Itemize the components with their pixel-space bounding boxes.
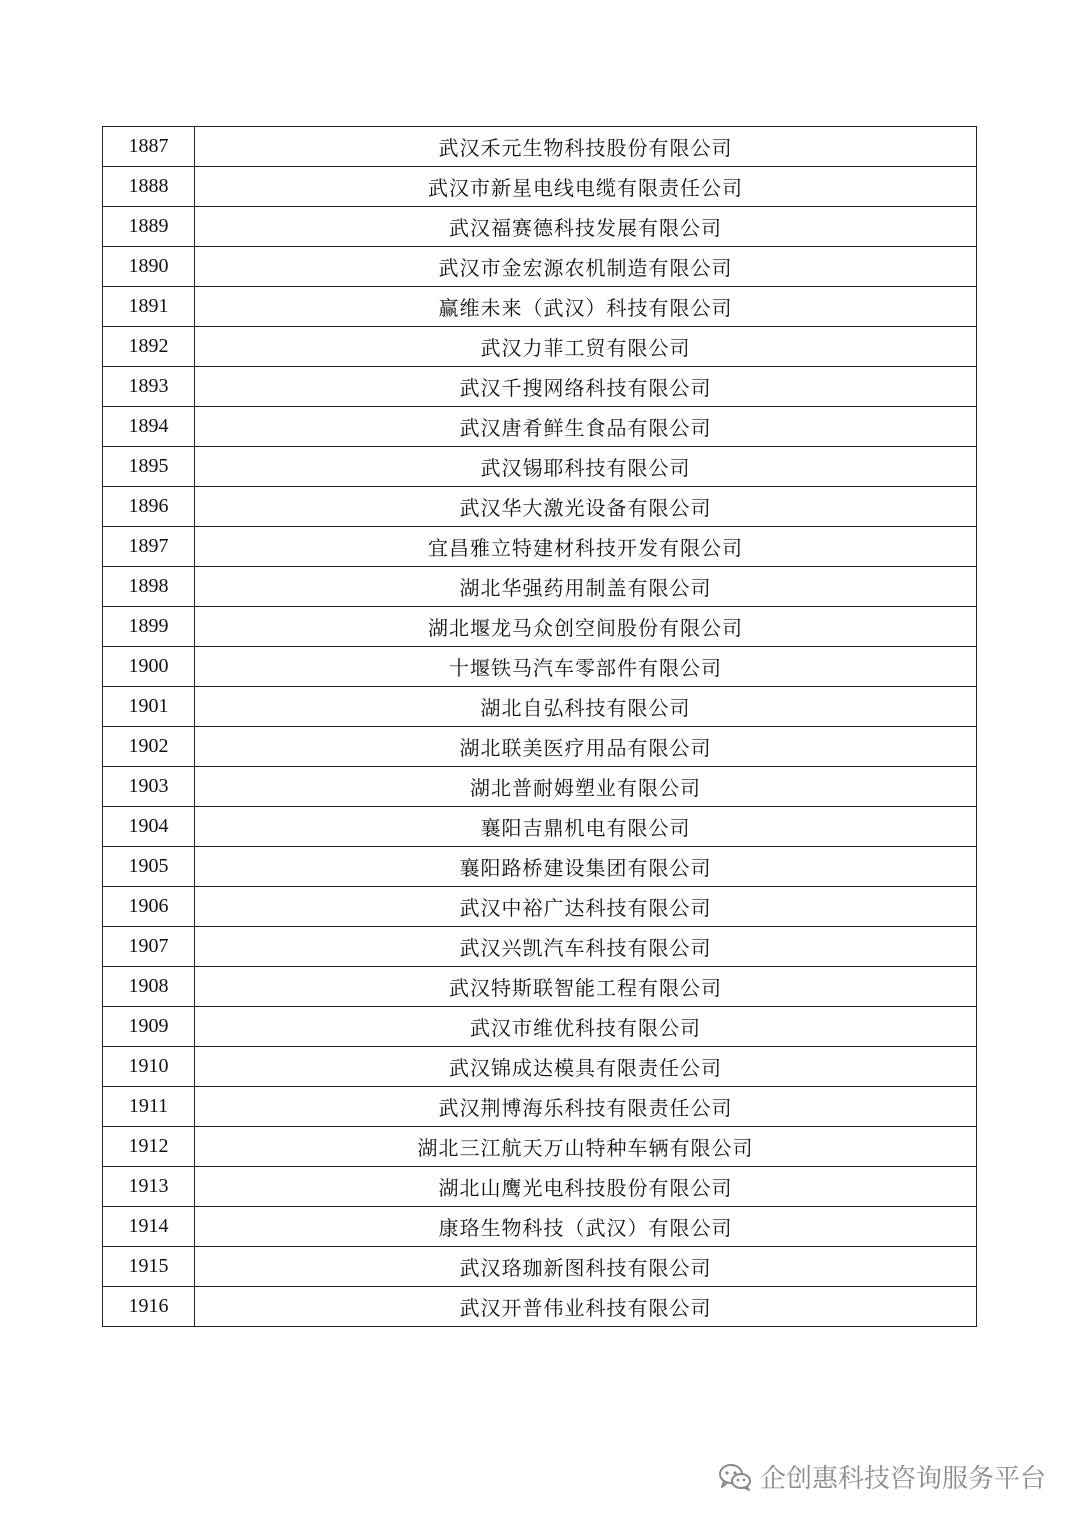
table-row [103, 1127, 977, 1167]
table-row [103, 847, 977, 887]
company-name: 湖北自弘科技有限公司 [195, 687, 977, 727]
company-list-body [103, 127, 977, 1327]
table-row [103, 527, 977, 567]
watermark [718, 1458, 1046, 1495]
table-row [103, 887, 977, 927]
company-name: 武汉市金宏源农机制造有限公司 [195, 247, 977, 287]
company-name: 湖北山鹰光电科技股份有限公司 [195, 1167, 977, 1207]
company-name: 武汉力菲工贸有限公司 [195, 327, 977, 367]
company-name: 武汉唐肴鲜生食品有限公司 [195, 407, 977, 447]
row-number: 1913 [103, 1167, 195, 1207]
company-name: 湖北联美医疗用品有限公司 [195, 727, 977, 767]
table-row [103, 287, 977, 327]
table-row [103, 167, 977, 207]
row-number: 1891 [103, 287, 195, 327]
company-name: 十堰铁马汽车零部件有限公司 [195, 647, 977, 687]
table-row [103, 767, 977, 807]
row-number: 1896 [103, 487, 195, 527]
company-name: 康珞生物科技（武汉）有限公司 [195, 1207, 977, 1247]
table-row [103, 1167, 977, 1207]
company-name: 武汉特斯联智能工程有限公司 [195, 967, 977, 1007]
row-number: 1888 [103, 167, 195, 207]
company-name: 武汉千搜网络科技有限公司 [195, 367, 977, 407]
row-number: 1910 [103, 1047, 195, 1087]
row-number: 1906 [103, 887, 195, 927]
row-number: 1912 [103, 1127, 195, 1167]
company-name: 武汉禾元生物科技股份有限公司 [195, 127, 977, 167]
row-number: 1904 [103, 807, 195, 847]
row-number: 1889 [103, 207, 195, 247]
row-number: 1915 [103, 1247, 195, 1287]
company-name: 武汉锦成达模具有限责任公司 [195, 1047, 977, 1087]
table-row [103, 1207, 977, 1247]
row-number: 1897 [103, 527, 195, 567]
table-row [103, 1247, 977, 1287]
table-row [103, 927, 977, 967]
table-row [103, 1287, 977, 1327]
company-name: 武汉中裕广达科技有限公司 [195, 887, 977, 927]
row-number: 1887 [103, 127, 195, 167]
table-row [103, 447, 977, 487]
company-name: 武汉开普伟业科技有限公司 [195, 1287, 977, 1327]
company-name: 武汉福赛德科技发展有限公司 [195, 207, 977, 247]
table-row [103, 807, 977, 847]
company-name: 武汉锡耶科技有限公司 [195, 447, 977, 487]
table-row [103, 727, 977, 767]
row-number: 1902 [103, 727, 195, 767]
row-number: 1911 [103, 1087, 195, 1127]
table-row [103, 1047, 977, 1087]
company-name: 湖北普耐姆塑业有限公司 [195, 767, 977, 807]
company-name: 武汉荆博海乐科技有限责任公司 [195, 1087, 977, 1127]
row-number: 1898 [103, 567, 195, 607]
wechat-icon [718, 1462, 752, 1492]
company-name: 宜昌雅立特建材科技开发有限公司 [195, 527, 977, 567]
table-row [103, 687, 977, 727]
table-row [103, 1007, 977, 1047]
company-list-table [102, 126, 977, 1327]
table-row [103, 647, 977, 687]
table-row [103, 207, 977, 247]
company-name: 襄阳吉鼎机电有限公司 [195, 807, 977, 847]
row-number: 1905 [103, 847, 195, 887]
company-name: 赢维未来（武汉）科技有限公司 [195, 287, 977, 327]
row-number: 1894 [103, 407, 195, 447]
table-row [103, 367, 977, 407]
company-name: 襄阳路桥建设集团有限公司 [195, 847, 977, 887]
company-name: 武汉华大激光设备有限公司 [195, 487, 977, 527]
row-number: 1903 [103, 767, 195, 807]
row-number: 1909 [103, 1007, 195, 1047]
table-row [103, 607, 977, 647]
watermark-text: 企创惠科技咨询服务平台 [759, 1464, 1046, 1494]
company-name: 武汉市新星电线电缆有限责任公司 [195, 167, 977, 207]
row-number: 1892 [103, 327, 195, 367]
table-row [103, 1087, 977, 1127]
table-row [103, 487, 977, 527]
row-number: 1900 [103, 647, 195, 687]
row-number: 1914 [103, 1207, 195, 1247]
company-name: 武汉市维优科技有限公司 [195, 1007, 977, 1047]
company-name: 武汉珞珈新图科技有限公司 [195, 1247, 977, 1287]
company-name: 湖北堰龙马众创空间股份有限公司 [195, 607, 977, 647]
row-number: 1893 [103, 367, 195, 407]
table-row [103, 967, 977, 1007]
company-name: 武汉兴凯汽车科技有限公司 [195, 927, 977, 967]
row-number: 1890 [103, 247, 195, 287]
table-row [103, 247, 977, 287]
row-number: 1908 [103, 967, 195, 1007]
row-number: 1899 [103, 607, 195, 647]
row-number: 1901 [103, 687, 195, 727]
company-name: 湖北华强药用制盖有限公司 [195, 567, 977, 607]
table-row [103, 567, 977, 607]
table-row [103, 127, 977, 167]
row-number: 1895 [103, 447, 195, 487]
row-number: 1916 [103, 1287, 195, 1327]
table-row [103, 327, 977, 367]
company-name: 湖北三江航天万山特种车辆有限公司 [195, 1127, 977, 1167]
row-number: 1907 [103, 927, 195, 967]
table-row [103, 407, 977, 447]
